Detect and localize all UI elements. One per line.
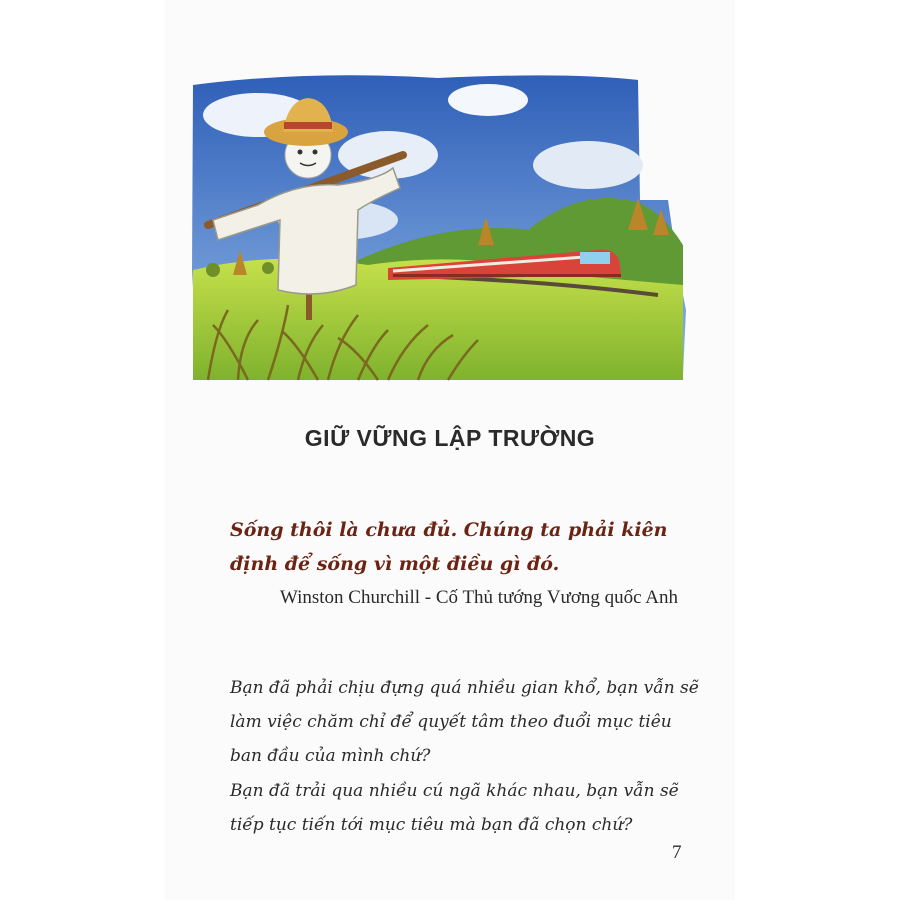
page-number: 7	[672, 842, 682, 863]
paragraph-2: Bạn đã trải qua nhiều cú ngã khác nhau, bạn vẫn sẽ tiếp tục tiến tới mục tiêu mà bạn đã chọn chứ?	[230, 781, 679, 835]
paragraph-1: Bạn đã phải chịu đựng quá nhiều gian khổ, bạn vẫn sẽ làm việc chăm chỉ để quyết tâm theo đuổi mục tiêu ban đầu của mình chứ?	[230, 678, 699, 766]
quote-text: Sống thôi là chưa đủ. Chúng ta phải kiên định để sống vì một điều gì đó.	[230, 519, 668, 575]
scarecrow-train-illustration	[188, 70, 688, 382]
chapter-title: GIỮ VỮNG LẬP TRƯỜNG	[304, 425, 596, 451]
quote-author: Winston Churchill - Cố Thủ tướng Vương quốc Anh	[279, 587, 678, 608]
